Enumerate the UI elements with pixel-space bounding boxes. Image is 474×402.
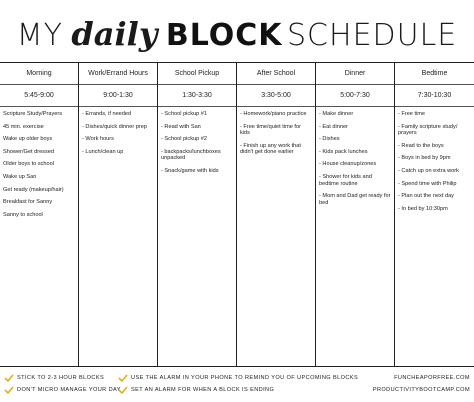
task-item: - Homework/piano practice [240,111,307,117]
task-item: - Shower for kids and bedtime routine [319,173,372,187]
tip-text: STICK TO 2-3 HOUR BLOCKS [17,375,105,381]
column-time: 3:30-5:00 [237,85,315,107]
schedule-column [158,63,237,366]
task-item: - Free time/quiet time for kids [240,123,301,137]
check-icon [4,374,14,382]
schedule-column [316,63,395,366]
site-link: PRODUCTIVITYBOOTCAMP.COM [372,387,470,393]
title-daily: daily [71,15,158,53]
task-item: - Family scripture study/ prayers [398,123,458,137]
task-item: - Work hours [82,136,114,143]
tip-item [4,374,104,382]
title-my: MY [16,18,63,53]
task-item: - Dishes/quick dinner prep [82,123,147,130]
task-item: - Kids pack lunches [319,148,368,155]
task-item: - House cleanup/zones [319,161,377,168]
column-header: Dinner [316,63,394,85]
task-item: - Spend time with Philip [398,180,457,187]
task-item: - In bed by 10:30pm [398,205,448,212]
task-item: 45 min. exercise [3,123,44,130]
task-item: - Read to the boys [398,142,444,149]
task-item: - School pickup #2 [161,136,208,143]
task-item: - Make dinner [319,111,354,117]
task-item: Get ready (makeup/hair) [3,186,64,193]
task-item: - Mom and Dad get ready for bed [319,193,391,206]
column-header: Work/Errand Hours [79,63,157,85]
task-item: - Catch up on extra work [398,167,459,174]
task-item: - Plan out the next day [398,193,454,200]
column-time: 5:45-9:00 [0,85,78,107]
schedule-column [395,63,474,366]
task-item: - Eat dinner [319,123,348,130]
task-item: - Boys in bed by 9pm [398,155,451,162]
task-item: - Free time [398,111,426,117]
schedule-column [237,63,316,366]
title-schedule: SCHEDULE [287,18,458,53]
column-header: School Pickup [158,63,236,85]
tip-text: SET AN ALARM FOR WHEN A BLOCK IS ENDING [131,387,275,393]
task-item: Breakfast for Sanny [3,199,53,206]
task-item: - Snack/game with kids [161,167,219,174]
schedule-column [0,63,79,366]
title-block: BLOCK [165,18,283,53]
task-item: Scripture Study/Prayers [3,111,63,117]
task-item: - Errands, if needed [82,111,132,117]
schedule-table [0,62,474,367]
page-title [0,10,474,58]
column-header: After School [237,63,315,85]
task-item: - School pickup #1 [161,111,208,117]
task-list [0,107,78,218]
column-time: 1:30-3:30 [158,85,236,107]
check-icon [118,386,128,394]
tip-text: USE THE ALARM IN YOUR PHONE TO REMIND YOU OF UPCOMING BLOCKS [131,375,359,381]
task-item: Shower/Get dressed [3,148,54,155]
task-item: - Dishes [319,136,340,143]
task-item: - Read with San [161,123,201,130]
check-icon [118,374,128,382]
task-item: - Lunch/clean up [82,148,124,155]
footer [0,370,474,402]
tip-item [118,374,358,382]
task-item: Sanny to school [3,211,43,218]
task-list [316,107,394,206]
task-item: Wake up San [3,173,37,180]
column-time: 5:00-7:30 [316,85,394,107]
site-link: FUNCHEAPORFREE.COM [394,375,470,381]
task-list [237,107,315,156]
column-time: 7:30-10:30 [395,85,474,107]
column-header: Morning [0,63,78,85]
task-list [395,107,474,212]
check-icon [4,386,14,394]
task-item: - backpacks/lunchboxes unpacked [161,148,221,162]
tip-text: DON'T MICRO MANAGE YOUR DAY [17,387,121,393]
task-list [158,107,236,175]
task-list [79,107,157,155]
task-item: Older boys to school [3,161,54,168]
schedule-column [79,63,158,366]
tip-item [4,386,121,394]
tip-item [118,386,274,394]
column-time: 9:00-1:30 [79,85,157,107]
task-item: Wake up older boys [3,136,53,143]
column-header: Bedtime [395,63,474,85]
task-item: - Finish up any work that didn't get done earlier [240,142,301,156]
